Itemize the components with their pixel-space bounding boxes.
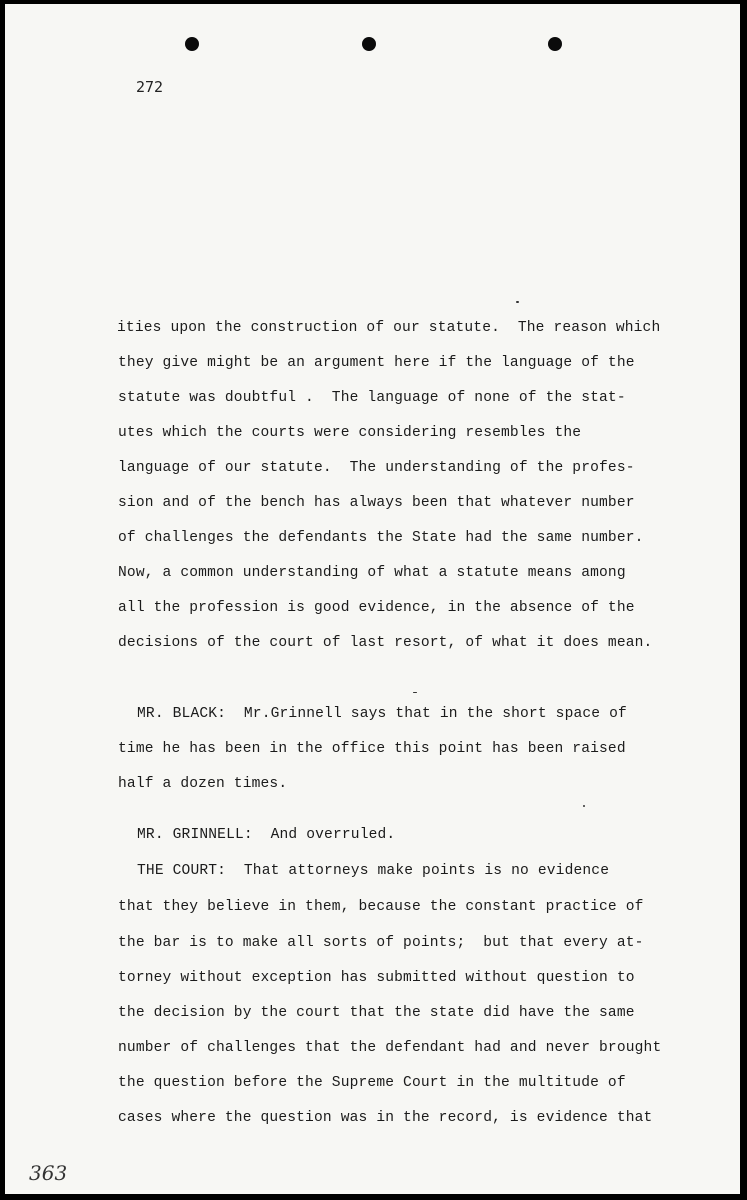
text-line: cases where the question was in the record, is evidence that — [118, 1110, 653, 1126]
text-line: the question before the Supreme Court in the multitude of — [118, 1075, 626, 1091]
text-line: statute was doubtful . The language of none of the stat- — [118, 390, 626, 406]
text-line: torney without exception has submitted without question to — [118, 970, 635, 986]
text-line: MR. GRINNELL: And overruled. — [137, 827, 396, 843]
punch-hole — [548, 37, 562, 51]
text-line: Now, a common understanding of what a statute means among — [118, 565, 626, 581]
handwritten-margin-note: 363 — [29, 1161, 68, 1185]
text-line: half a dozen times. — [118, 776, 288, 792]
text-line: decisions of the court of last resort, of what it does mean. — [118, 635, 653, 651]
punch-hole — [185, 37, 199, 51]
text-line: number of challenges that the defendant had and never brought — [118, 1040, 662, 1056]
text-line: of challenges the defendants the State had the same number. — [118, 530, 644, 546]
text-line: THE COURT: That attorneys make points is no evidence — [137, 863, 610, 879]
text-line: all the profession is good evidence, in the absence of the — [118, 600, 635, 616]
text-line: the bar is to make all sorts of points; but that every at- — [118, 935, 644, 951]
text-line: that they believe in them, because the constant practice of — [118, 899, 644, 915]
text-line: MR. BLACK: Mr.Grinnell says that in the short space of — [137, 706, 627, 722]
text-line: language of our statute. The understanding of the profes- — [118, 460, 635, 476]
page-number: 272 — [136, 78, 164, 96]
punch-hole — [362, 37, 376, 51]
text-line: sion and of the bench has always been that whatever number — [118, 495, 635, 511]
text-line: the decision by the court that the state did have the same — [118, 1005, 635, 1021]
text-line: utes which the courts were considering resembles the — [118, 425, 582, 441]
text-line: they give might be an argument here if the language of the — [118, 355, 635, 371]
text-line: time he has been in the office this point has been raised — [118, 741, 626, 757]
document-page — [5, 4, 740, 1194]
text-line: ities upon the construction of our statute. The reason which — [117, 320, 661, 336]
